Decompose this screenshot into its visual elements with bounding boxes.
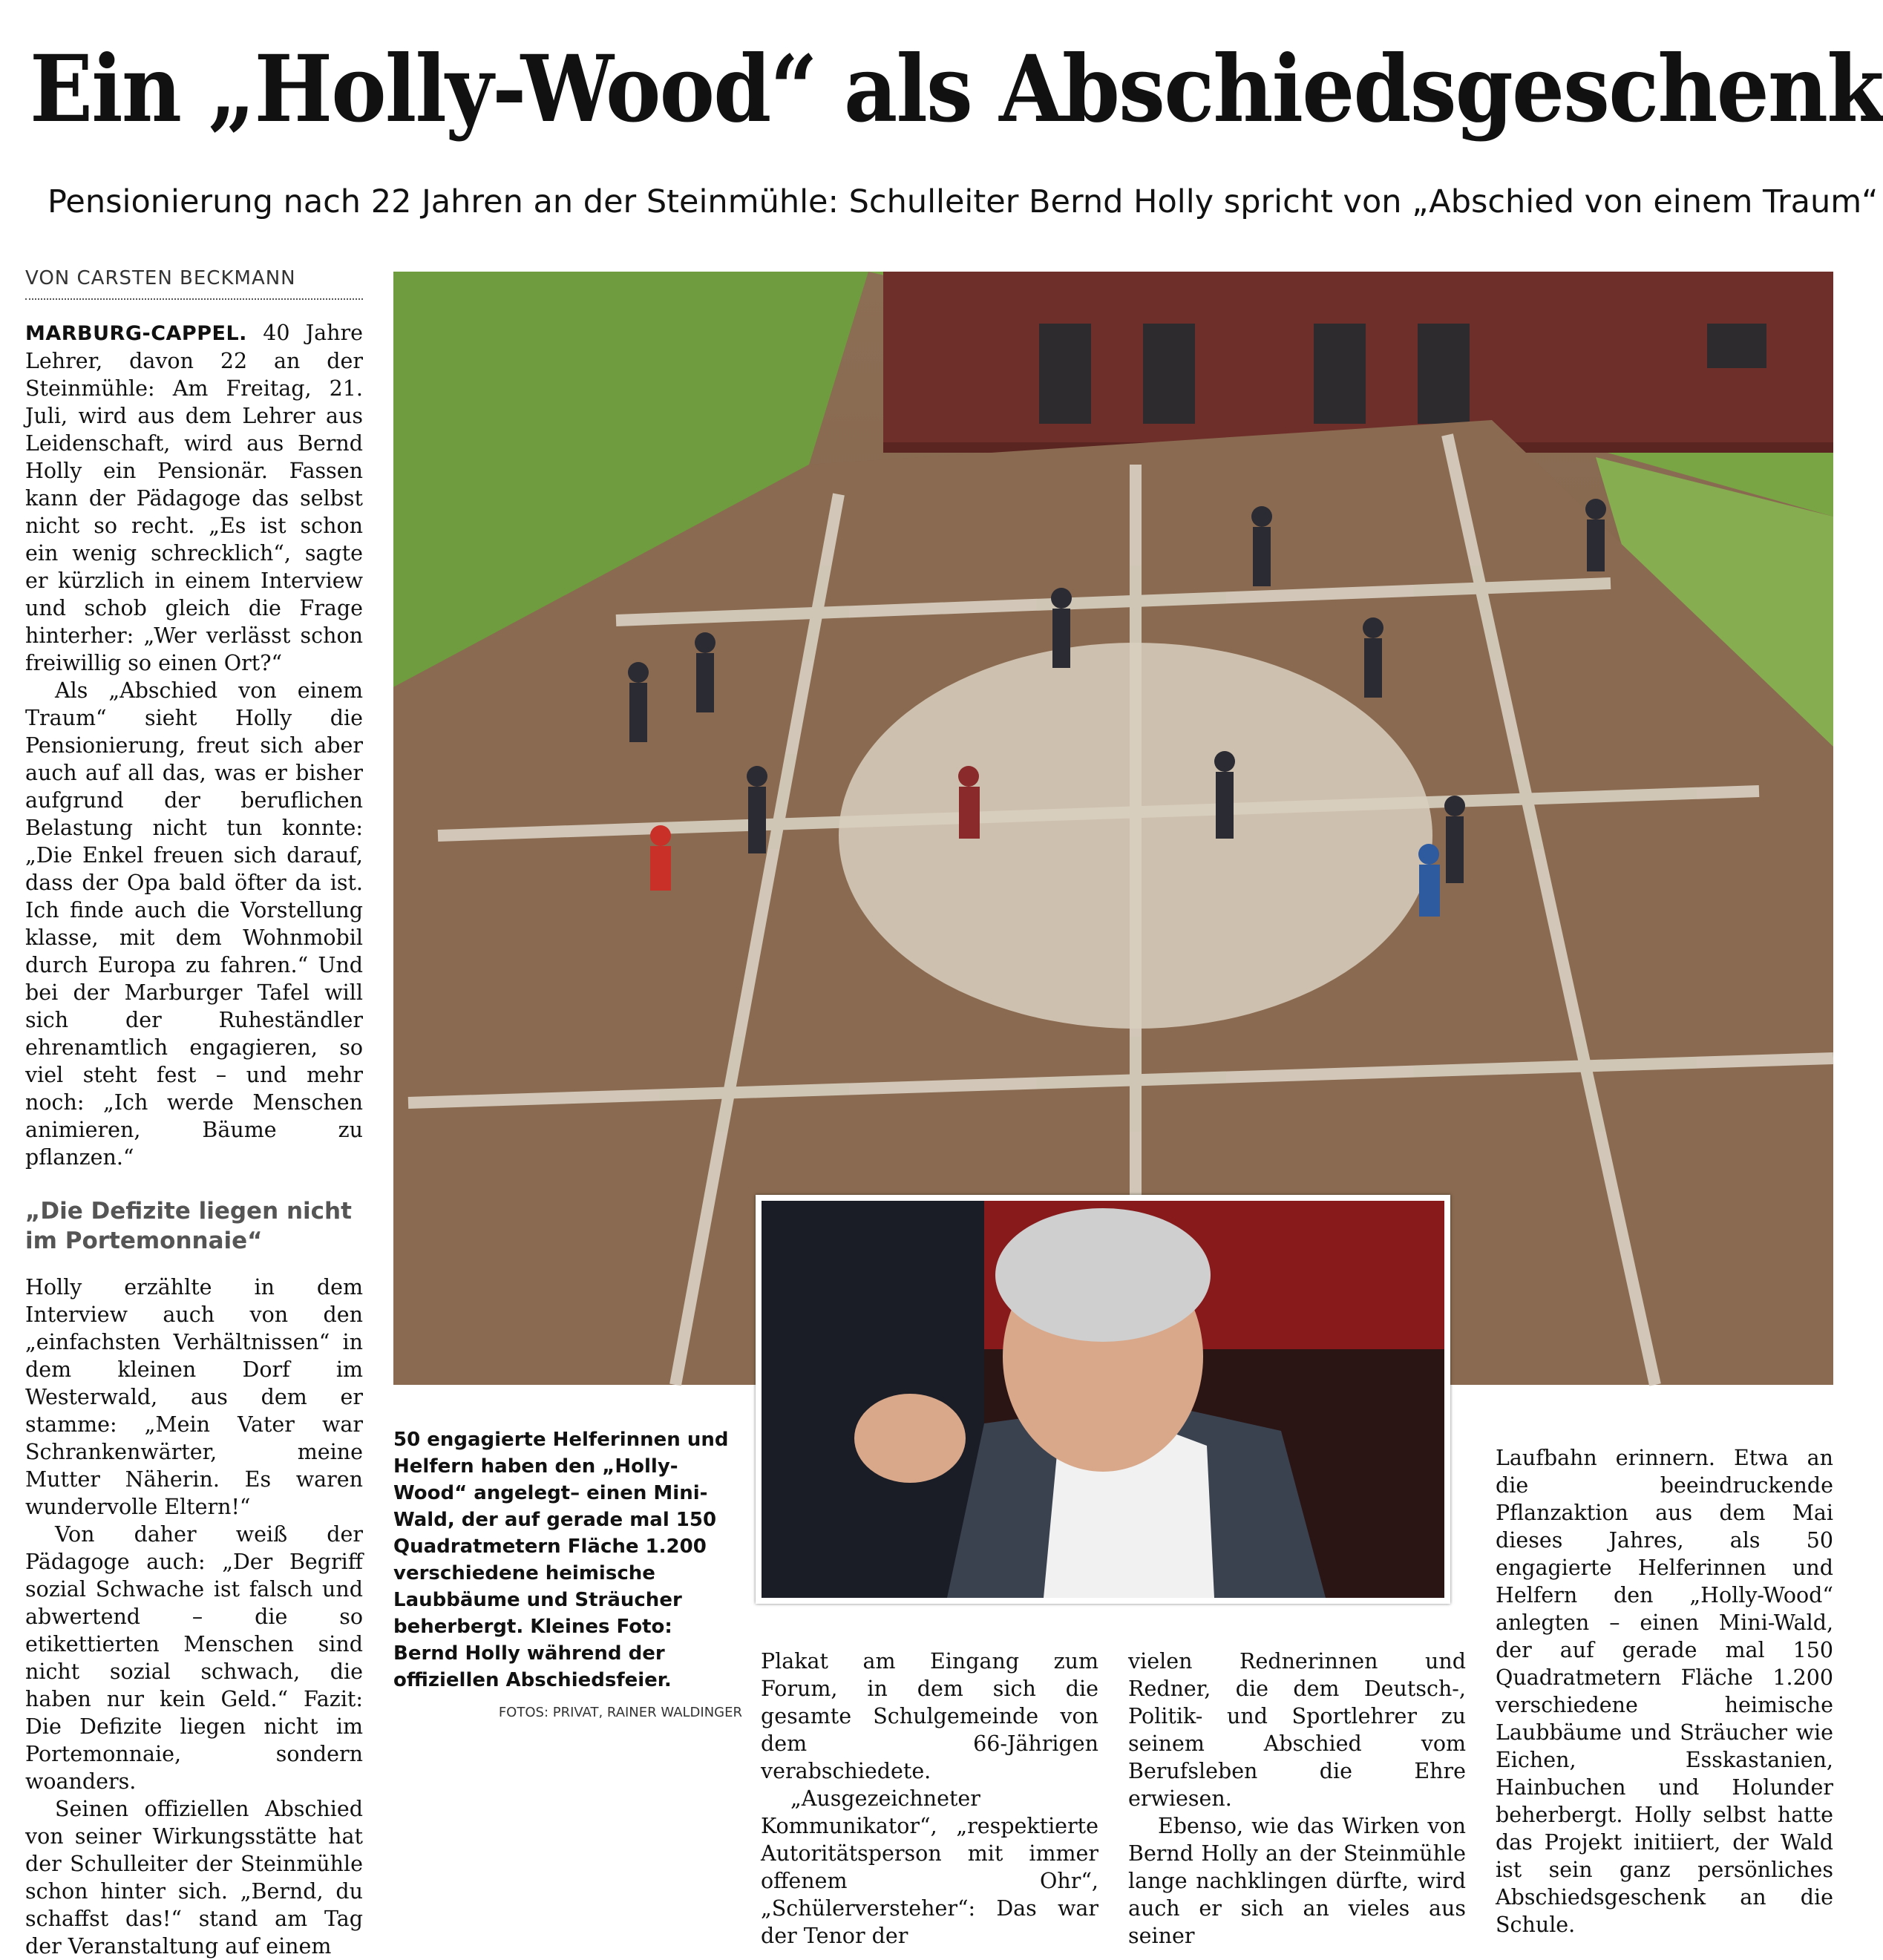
- text-column-2: [761, 1648, 1098, 1948]
- paragraph: Laufbahn erinnern. Etwa an die beeindruckende Pflanzaktion aus dem Mai dieses Jahres, als 50 engagierte Helferinnen und Helfern den „Holly-Wood“ anlegten – einen Mini-Wald, der auf gerade mal 150 Quadratmetern Fläche 1.200 verschiedene heimische Laubbäume und Sträucher wie Eichen, Esskastanien, Hainbuchen und Holunder beherbergt. Holly selbst hatte das Projekt initiiert, der Wald ist sein ganz persönliches Abschiedsgeschenk an die Schule.: [1496, 1446, 1833, 1937]
- headline: Ein „Holly-Wood“ als Abschiedsgeschenk: [30, 36, 1883, 143]
- inset-photo-speaker: [756, 1195, 1450, 1604]
- paragraph: vielen Rednerinnen und Redner, die dem Deutsch-, Politik- und Sportlehrer zu seinem Abschied vom Berufsleben die Ehre erwiesen.: [1128, 1649, 1466, 1811]
- text-column-1: [25, 319, 364, 1959]
- photo-caption: 50 engagierte Helferinnen und Helfern haben den „Holly-Wood“ angelegt– einen Mini-Wald, der auf gerade mal 150 Quadratmetern Fläche 1.200 verschiedene heimische Laubbäume und Sträucher beherbergt. Kleines Foto: Bernd Holly während der offiziellen Abschiedsfeier.: [393, 1429, 729, 1691]
- text-column-3: [1128, 1648, 1466, 1948]
- photo-credit: FOTOS: PRIVAT, RAINER WALDINGER: [498, 1705, 742, 1720]
- photo-illustration: [762, 1201, 1444, 1598]
- byline: VON CARSTEN BECKMANN: [25, 267, 363, 300]
- paragraph: Ebenso, wie das Wirken von Bernd Holly an der Steinmühle lange nachklingen dürfte, wird auch er sich an vieles aus seiner: [1128, 1814, 1466, 1948]
- dateline: MARBURG-CAPPEL.: [25, 322, 247, 345]
- paragraph: Plakat am Eingang zum Forum, in dem sich die gesamte Schulgemeinde von dem 66-Jährigen verabschiedete.: [761, 1649, 1098, 1783]
- paragraph: Als „Abschied von einem Traum“ sieht Holly die Pensionierung, freut sich aber auch auf all das, was er bisher aufgrund der beruflichen Belastung nicht tun konnte: „Die Enkel freuen sich darauf, dass der Opa bald öfter da ist. Ich finde auch die Vorstellung klasse, mit dem Wohnmobil durch Europa zu fahren.“ Und bei der Marburger Tafel will sich der Ruheständler ehrenamtlich engagieren, so viel steht fest – und mehr noch: „Ich werde Menschen animieren, Bäume zu pflanzen.“: [25, 678, 363, 1170]
- paragraph-text: 40 Jahre Lehrer, davon 22 an der Steinmühle: Am Freitag, 21. Juli, wird aus dem Lehrer aus Leidenschaft, wird aus Bernd Holly ein Pensionär. Fassen kann der Pädagoge das selbst nicht so recht. „Es ist schon ein wenig schrecklich“, sagte er kürzlich in einem Interview und schob gleich die Frage hinterher: „Wer verlässt schon freiwillig so einen Ort?“: [25, 321, 364, 675]
- paragraph: „Ausgezeichneter Kommunikator“, „respektierte Autoritätsperson mit immer offenem Ohr“, „Schülerversteher“: Das war der Tenor der: [761, 1786, 1098, 1948]
- text-column-4: [1496, 1444, 1833, 1937]
- paragraph: Seinen offiziellen Abschied von seiner Wirkungsstätte hat der Schulleiter der Steinmühle schon hinter sich. „Bernd, du schaffst das!“ stand am Tag der Veranstaltung auf einem: [25, 1797, 363, 1959]
- paragraph: Holly erzählte in dem Interview auch von den „einfachsten Verhältnissen“ in dem kleinen Dorf im Westerwald, aus dem er stamme: „Mein Vater war Schrankenwärter, meine Mutter Näherin. Es waren wundervolle Eltern!“: [25, 1275, 363, 1519]
- paragraph: [25, 319, 363, 677]
- subheadline: Pensionierung nach 22 Jahren an der Steinmühle: Schulleiter Bernd Holly spricht von „Abschied von einem Traum“: [48, 183, 1879, 220]
- paragraph: Von daher weiß der Pädagoge auch: „Der Begriff sozial Schwache ist falsch und abwertend – die so etikettierten Menschen sind nicht sozial schwach, die haben nur kein Geld.“ Fazit: Die Defizite liegen nicht im Portemonnaie, sondern woanders.: [25, 1522, 363, 1794]
- section-subtitle: „Die Defizite liegen nicht im Portemonnaie“: [25, 1198, 352, 1254]
